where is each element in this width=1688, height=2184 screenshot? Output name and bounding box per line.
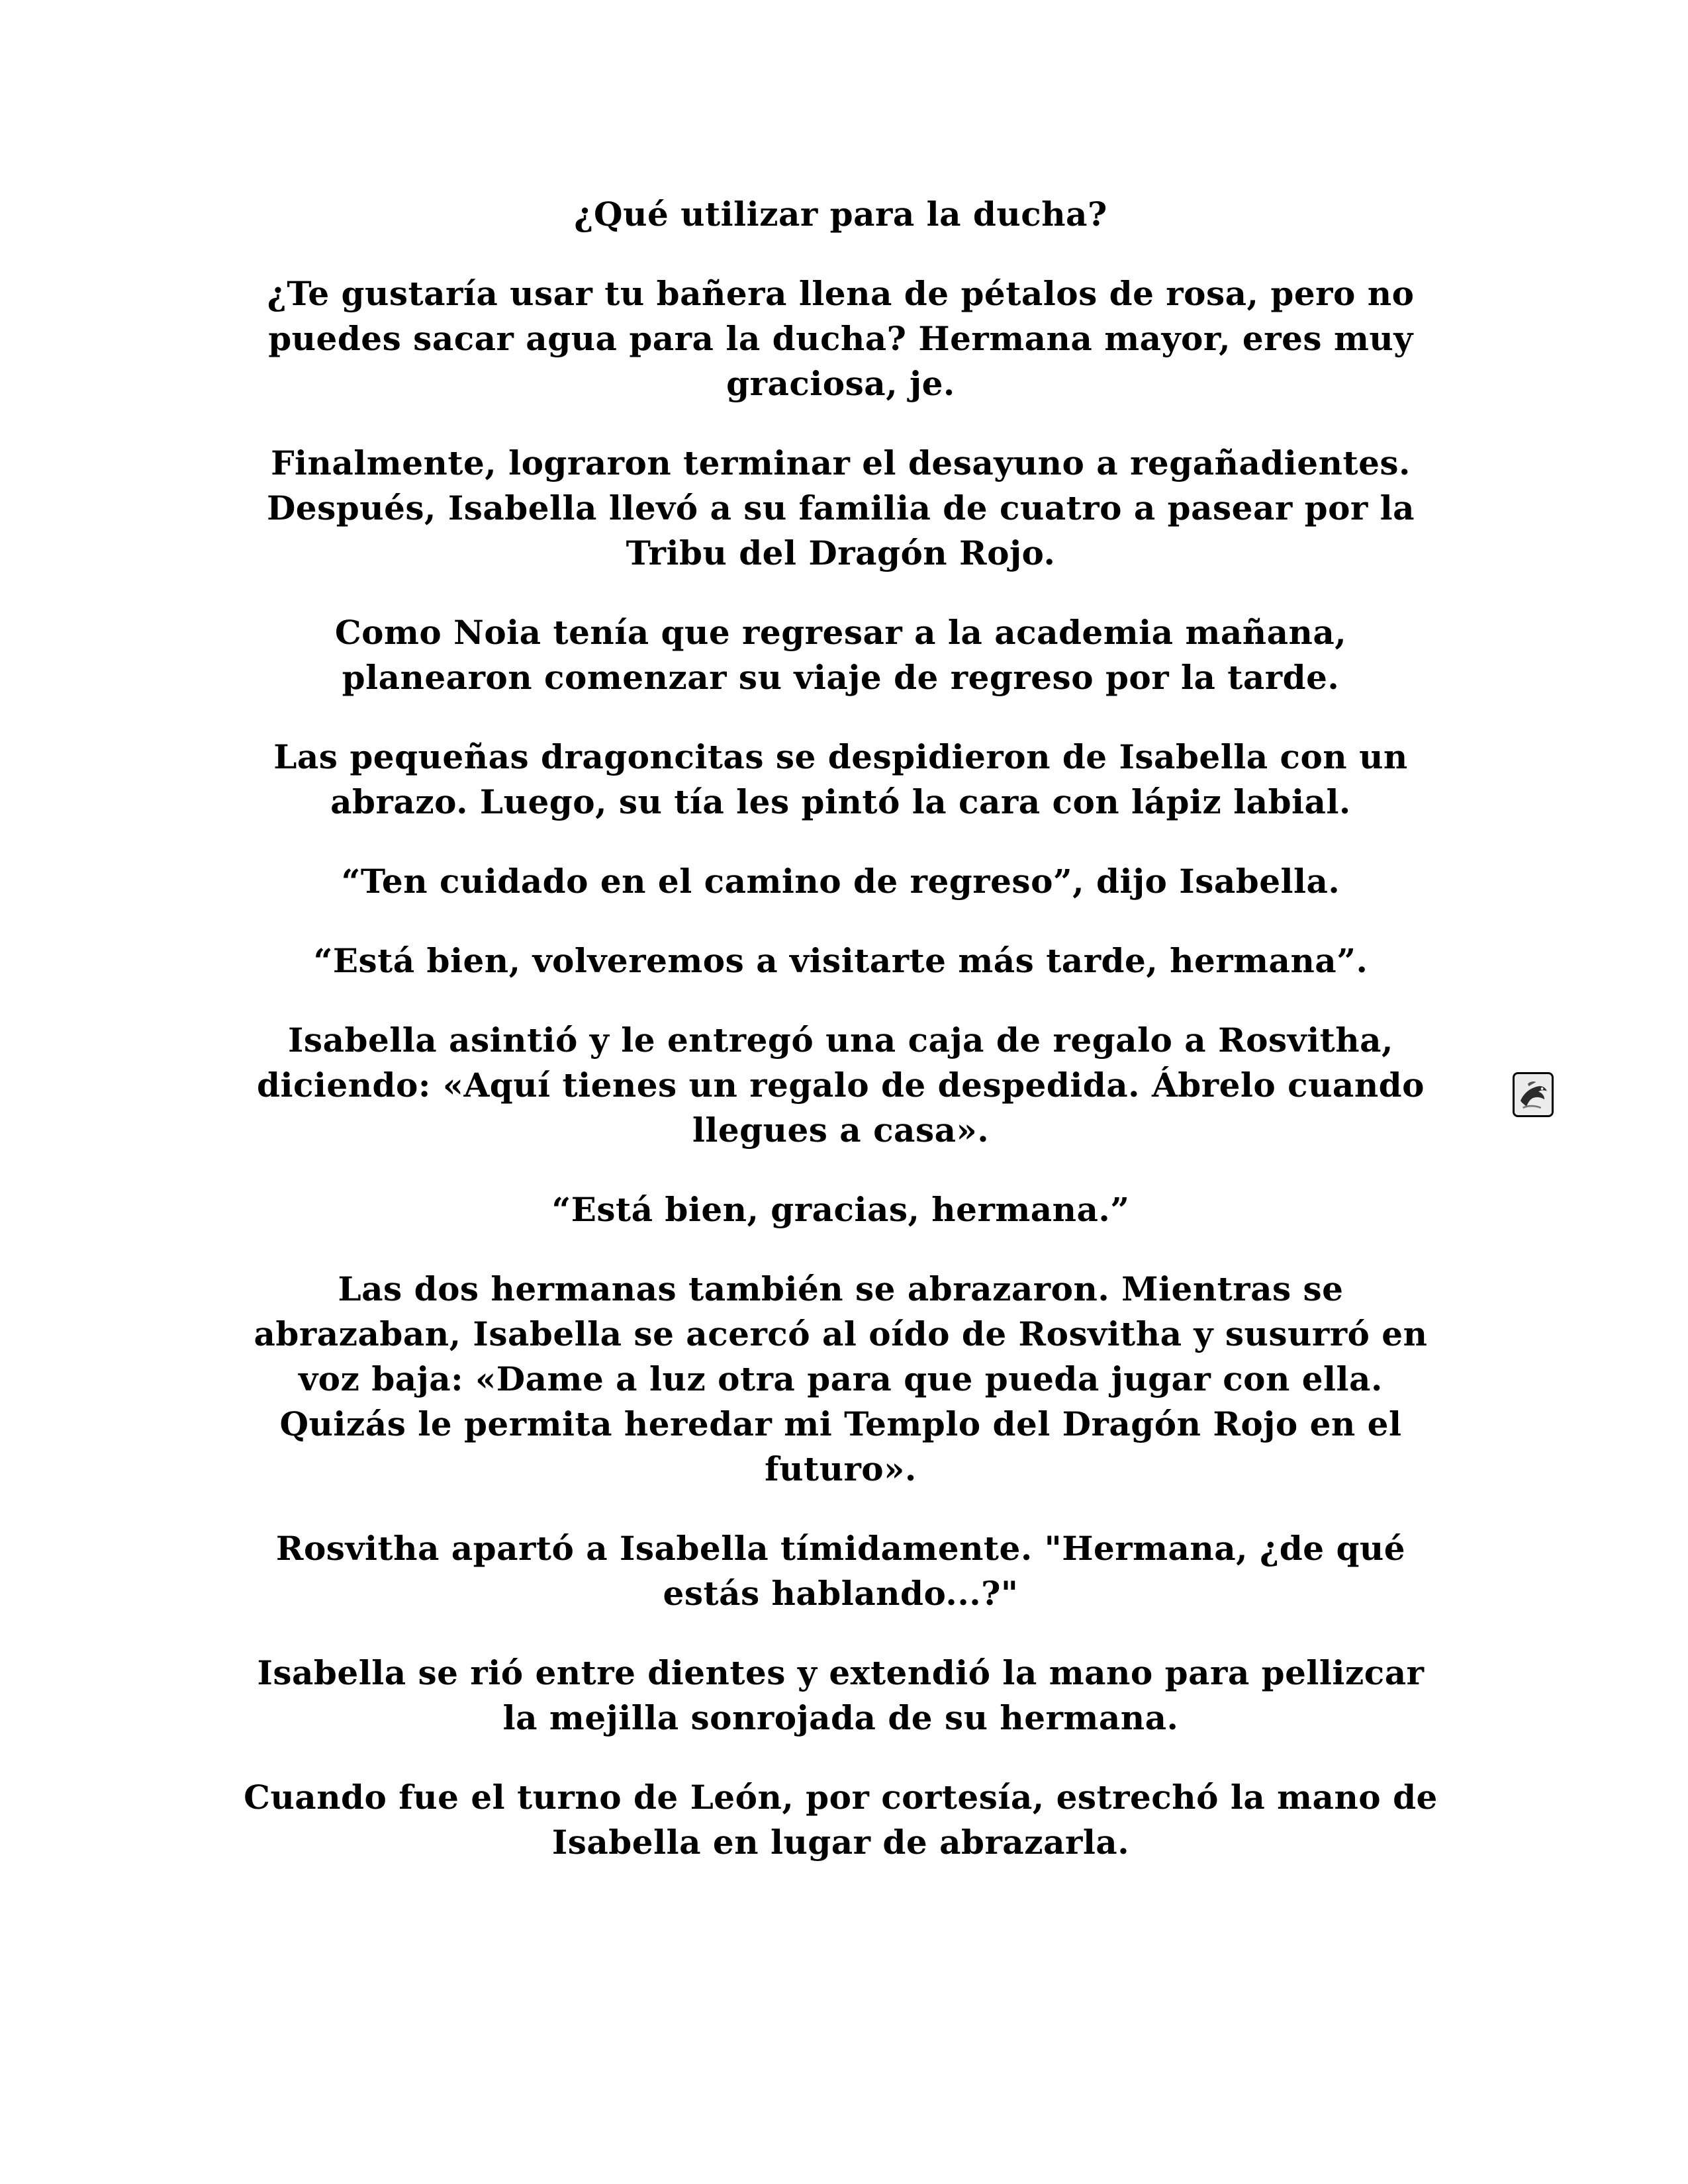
- paragraph: [212, 192, 1470, 237]
- text-line: Isabella en lugar de abrazarla.: [551, 1823, 1130, 1862]
- text-line: Las dos hermanas también se abrazaron. Mientras se: [338, 1269, 1344, 1308]
- text-line: puedes sacar agua para la ducha? Hermana mayor, eres muy: [268, 319, 1413, 358]
- text-line: Isabella asintió y le entregó una caja de regalo a Rosvitha,: [288, 1021, 1393, 1060]
- text-line: abrazo. Luego, su tía les pintó la cara con lápiz labial.: [330, 782, 1351, 821]
- paragraph: [212, 1775, 1470, 1865]
- text-line: Finalmente, lograron terminar el desayuno a regañadientes.: [271, 443, 1411, 482]
- text-line: Isabella se rió entre dientes y extendió la mano para pellizcar: [257, 1653, 1425, 1692]
- text-line: futuro».: [765, 1449, 917, 1488]
- paragraph: [212, 859, 1470, 904]
- text-line: “Ten cuidado en el camino de regreso”, dijo Isabella.: [341, 862, 1340, 901]
- paragraph: [212, 271, 1470, 406]
- text-line: Tribu del Dragón Rojo.: [626, 533, 1056, 572]
- document-body: [212, 192, 1470, 1899]
- text-line: “Está bien, gracias, hermana.”: [551, 1190, 1130, 1229]
- paragraph: [212, 1526, 1470, 1616]
- paragraph: [212, 610, 1470, 700]
- paragraph: [212, 1651, 1470, 1741]
- text-line: estás hablando...?": [663, 1574, 1019, 1613]
- dragon-badge-icon: [1513, 1072, 1554, 1117]
- text-line: Quizás le permita heredar mi Templo del Dragón Rojo en el: [279, 1404, 1402, 1443]
- text-line: diciendo: «Aquí tienes un regalo de despedida. Ábrelo cuando: [256, 1066, 1425, 1105]
- text-line: Después, Isabella llevó a su familia de cuatro a pasear por la: [266, 488, 1415, 527]
- paragraph: [212, 441, 1470, 576]
- text-line: ¿Qué utilizar para la ducha?: [574, 195, 1107, 234]
- paragraph: [212, 1187, 1470, 1232]
- text-line: la mejilla sonrojada de su hermana.: [502, 1698, 1179, 1737]
- text-line: planearon comenzar su viaje de regreso por la tarde.: [342, 658, 1340, 697]
- paragraph: [212, 1267, 1470, 1492]
- text-line: “Está bien, volveremos a visitarte más tarde, hermana”.: [313, 941, 1368, 980]
- text-line: llegues a casa».: [692, 1111, 990, 1150]
- text-line: Rosvitha apartó a Isabella tímidamente. "Hermana, ¿de qué: [275, 1529, 1406, 1568]
- text-line: Cuando fue el turno de León, por cortesía, estrechó la mano de: [244, 1778, 1438, 1817]
- paragraph: [212, 1018, 1470, 1153]
- text-line: voz baja: «Dame a luz otra para que pueda jugar con ella.: [299, 1359, 1383, 1398]
- text-line: Las pequeñas dragoncitas se despidieron de Isabella con un: [273, 737, 1408, 776]
- text-line: graciosa, je.: [726, 364, 955, 403]
- text-line: Como Noia tenía que regresar a la academia mañana,: [334, 613, 1347, 652]
- paragraph: [212, 735, 1470, 825]
- text-line: ¿Te gustaría usar tu bañera llena de pétalos de rosa, pero no: [267, 274, 1415, 313]
- text-line: abrazaban, Isabella se acercó al oído de Rosvitha y susurró en: [254, 1314, 1428, 1353]
- paragraph: [212, 938, 1470, 983]
